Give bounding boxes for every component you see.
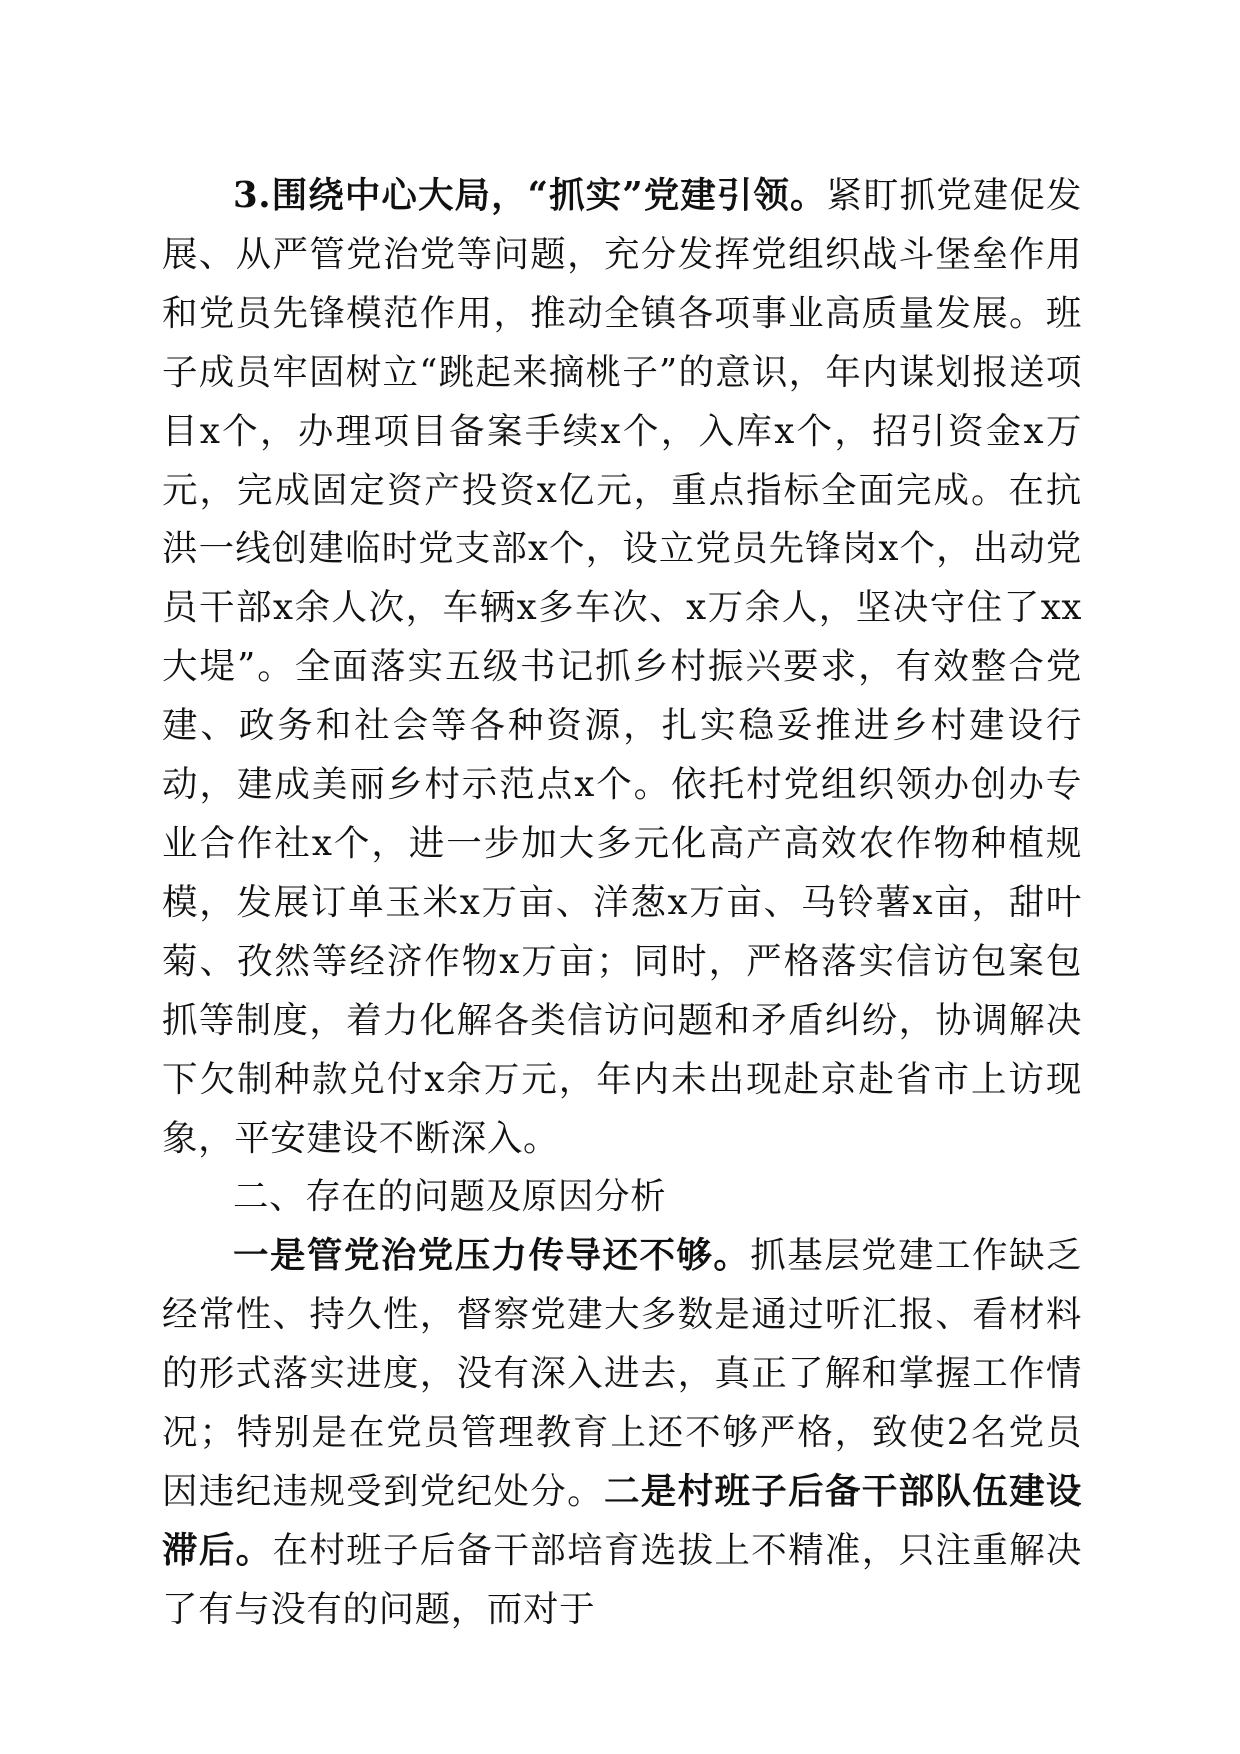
section-3-title: 3.围绕中心大局，“抓实”党建引领。 bbox=[233, 175, 827, 216]
problem-2-body: 在村班子后备干部培育选拔上不精准，只注重解决了有与没有的问题，而对于 bbox=[162, 1529, 1082, 1630]
document-body bbox=[162, 167, 1082, 1640]
problem-2-title: 二是村班子后备干部队伍建设滞后。 bbox=[162, 1470, 1082, 1571]
problem-1-body: 抓基层党建工作缺乏经常性、持久性，督察党建大多数是通过听汇报、看材料的形式落实进度，没有深入进去，真正了解和掌握工作情况；特别是在党员管理教育上还不够严格，致使2名党员因违纪违规受到党纪处分。 bbox=[162, 1235, 1082, 1512]
section-3-body: 紧盯抓党建促发展、从严管党治党等问题，充分发挥党组织战斗堡垒作用和党员先锋模范作用，推动全镇各项事业高质量发展。班子成员牢固树立“跳起来摘桃子”的意识，年内谋划报送项目x个，办理项目备案手续x个，入库x个，招引资金x万元，完成固定资产投资x亿元，重点指标全面完成。在抗洪一线创建临时党支部x个，设立党员先锋岗x个，出动党员干部x余人次，车辆x多车次、x万余人，坚决守住了xx大堤”。全面落实五级书记抓乡村振兴要求，有效整合党建、政务和社会等各种资源，扎实稳妥推进乡村建设行动，建成美丽乡村示范点x个。依托村党组织领办创办专业合作社x个，进一步加大多元化高产高效农作物种植规模，发展订单玉米x万亩、洋葱x万亩、马铃薯x亩，甜叶菊、孜然等经济作物x万亩；同时，严格落实信访包案包抓等制度，着力化解各类信访问题和矛盾纠纷，协调解决下欠制种款兑付x余万元，年内未出现赴京赴省市上访现象，平安建设不断深入。 bbox=[162, 175, 1082, 1159]
problem-1-title: 一是管党治党压力传导还不够。 bbox=[233, 1235, 751, 1277]
heading-problems-analysis: 二、存在的问题及原因分析 bbox=[233, 1176, 667, 1218]
paragraph-section-3 bbox=[162, 167, 1082, 1168]
paragraph-problems bbox=[162, 1227, 1082, 1639]
